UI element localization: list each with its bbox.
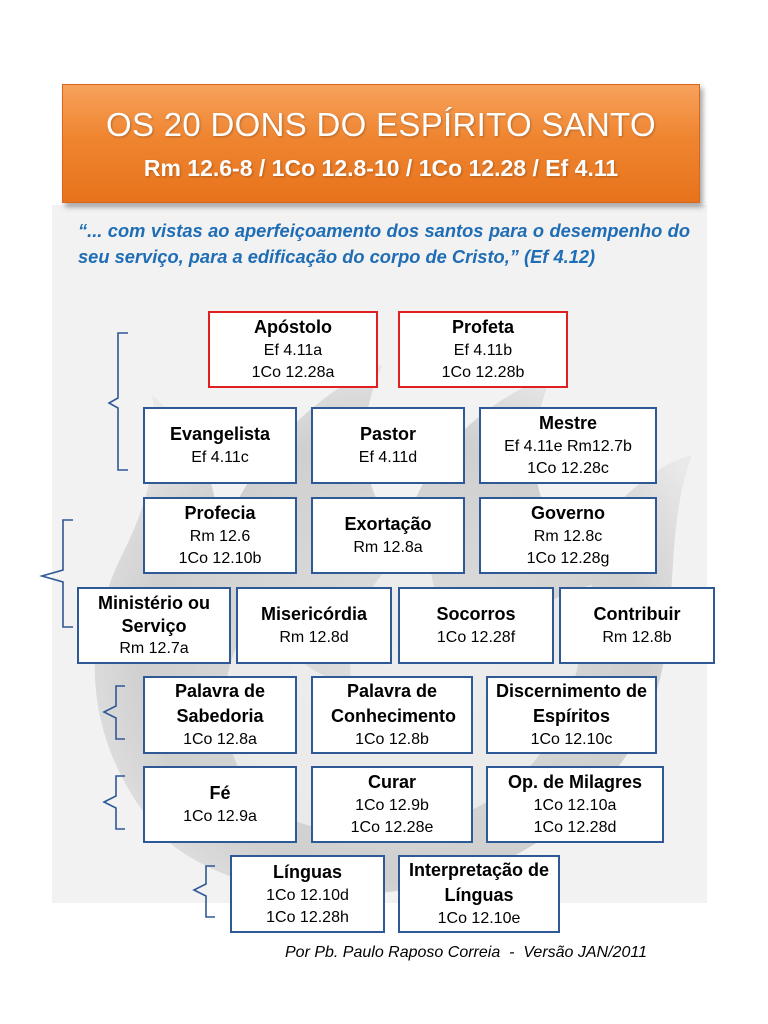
gift-name: Interpretação de Línguas: [408, 860, 550, 905]
gift-name: Discernimento de Espíritos: [495, 681, 648, 726]
gift-ref: Ef 4.11e Rm12.7b: [504, 438, 632, 455]
gift-name: Profeta: [451, 317, 514, 337]
gift-box-exortacao: [311, 497, 465, 574]
gift-box-profeta: [398, 311, 568, 388]
author-credit: Por Pb. Paulo Raposo Correia - Versão JAN/2011: [285, 944, 647, 961]
gift-ref: 1Co 12.8a: [183, 731, 257, 748]
gift-box-pastor: [311, 407, 465, 484]
page-title: OS 20 DONS DO ESPÍRITO SANTO: [106, 106, 656, 143]
gift-name: Contribuir: [593, 604, 681, 624]
gift-ref: Rm 12.8c: [533, 528, 603, 545]
gift-name: Pastor: [359, 424, 417, 444]
gift-name: Profecia: [184, 503, 256, 523]
gift-name: Misericórdia: [260, 604, 368, 624]
gift-ref: 1Co 12.28c: [527, 460, 609, 477]
gift-ref: Rm 12.7a: [119, 639, 189, 657]
gift-name: Curar: [367, 772, 416, 792]
scripture-quote: “... com vistas ao aperfeiçoamento dos santos para o desempenho do seu serviço, para a edificação do corpo de Cristo,” (Ef 4.12): [78, 220, 690, 267]
gift-ref: Rm 12.6: [189, 528, 251, 545]
gift-box-contribuir: [559, 587, 715, 664]
gift-box-palavra-conhecimento: [311, 676, 473, 754]
gift-ref: 1Co 12.28f: [436, 629, 516, 646]
gift-ref: 1Co 12.10d: [266, 886, 349, 904]
gift-box-profecia: [143, 497, 297, 574]
gift-box-governo: [479, 497, 657, 574]
gift-ref: 1Co 12.10e: [437, 910, 521, 927]
gift-name: Socorros: [436, 604, 516, 624]
gift-ref: 1Co 12.28g: [526, 550, 610, 567]
gift-box-socorros: [398, 587, 554, 664]
gift-box-apostolo: [208, 311, 378, 388]
gift-ref: Rm 12.8d: [279, 629, 349, 646]
gift-ref: 1Co 12.28b: [441, 364, 525, 381]
gift-box-fe: [143, 766, 297, 843]
gift-box-milagres: [486, 766, 664, 843]
gift-ref: Ef 4.11c: [191, 449, 249, 466]
gift-name: Fé: [209, 783, 231, 803]
gift-ref: 1Co 12.10a: [533, 797, 617, 814]
title-banner: [62, 84, 700, 203]
gift-box-linguas: [230, 855, 385, 933]
gift-ref: Rm 12.8a: [353, 539, 423, 556]
gift-ref: 1Co 12.9b: [355, 797, 429, 814]
page-subtitle: Rm 12.6-8 / 1Co 12.8-10 / 1Co 12.28 / Ef 4.11: [143, 155, 619, 181]
gift-ref: 1Co 12.28a: [251, 364, 335, 381]
gift-box-misericordia: [236, 587, 392, 664]
gift-name: Evangelista: [169, 424, 271, 444]
gift-box-ministerio: [77, 587, 231, 664]
gift-box-curar: [311, 766, 473, 843]
gift-name: Exortação: [344, 514, 432, 534]
gift-name: Apóstolo: [254, 317, 332, 337]
gift-name: Palavra de Sabedoria: [174, 681, 266, 726]
gift-name: Línguas: [272, 861, 342, 882]
gift-box-interpretacao: [398, 855, 560, 933]
gift-box-palavra-sabedoria: [143, 676, 297, 754]
gift-name: Op. de Milagres: [507, 772, 643, 792]
gift-ref: 1Co 12.28e: [350, 819, 434, 836]
gift-ref: 1Co 12.9a: [183, 808, 257, 825]
gift-box-mestre: [479, 407, 657, 484]
gift-ref: 1Co 12.28d: [533, 819, 617, 836]
gift-box-evangelista: [143, 407, 297, 484]
gift-name: Palavra de Conhecimento: [331, 681, 457, 726]
gift-ref: 1Co 12.10c: [530, 731, 613, 748]
gift-ref: 1Co 12.10b: [178, 550, 262, 567]
gift-name: Governo: [530, 503, 605, 523]
gift-ref: Ef 4.11b: [453, 342, 513, 359]
gift-ref: 1Co 12.28h: [266, 908, 349, 926]
gift-ref: 1Co 12.8b: [355, 731, 429, 748]
gift-name: Ministério ou Serviço: [98, 592, 210, 636]
gift-ref: Ef 4.11a: [263, 342, 323, 359]
gift-box-discernimento: [486, 676, 657, 754]
gift-ref: Rm 12.8b: [602, 629, 672, 646]
gift-name: Mestre: [538, 413, 598, 433]
gift-ref: Ef 4.11d: [358, 449, 418, 466]
